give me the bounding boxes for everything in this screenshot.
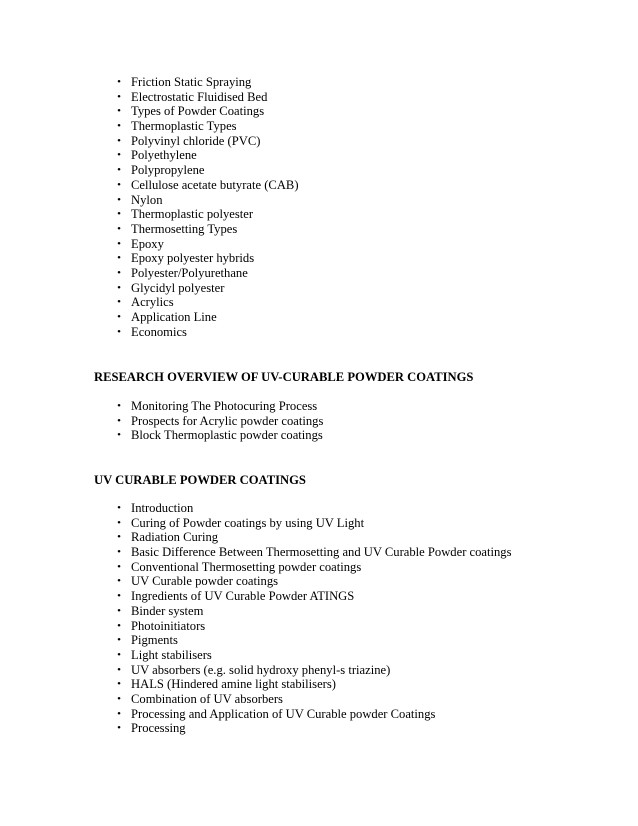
list-item-text: Application Line — [131, 310, 217, 324]
bullet-icon: • — [117, 120, 121, 133]
bullet-icon: • — [117, 311, 121, 323]
list-item-text: Monitoring The Photocuring Process — [131, 399, 318, 413]
bullet-icon: • — [117, 164, 121, 177]
bullet-icon: • — [117, 178, 121, 191]
list-item-text: Block Thermoplastic powder coatings — [131, 428, 323, 443]
list-item-text: Light stabilisers — [131, 647, 212, 662]
bullet-icon: • — [117, 678, 121, 691]
list-item-text: UV absorbers (e.g. solid hydroxy phenyl-s triazine) — [131, 662, 391, 677]
bullet-icon: • — [117, 105, 121, 118]
list-item-text: Thermoplastic Types — [131, 119, 237, 134]
list-item-text: Nylon — [131, 192, 163, 207]
bullet-icon: • — [117, 76, 121, 88]
bullet-icon: • — [117, 252, 121, 265]
bullet-icon: • — [117, 502, 121, 514]
bullet-icon: • — [117, 604, 121, 617]
list-item-text: Acrylics — [131, 295, 174, 310]
bullet-icon: • — [117, 531, 121, 544]
bullet-icon: • — [117, 575, 121, 588]
list-item-text: Prospects for Acrylic powder coatings — [131, 413, 324, 428]
list-item-text: Friction Static Spraying — [131, 75, 252, 89]
list-item-text: Epoxy polyester hybrids — [131, 251, 255, 266]
bullet-icon: • — [117, 648, 121, 661]
list-item-text: Combination of UV absorbers — [131, 691, 283, 706]
list-item-text: Pigments — [131, 633, 178, 648]
list-item-text: Cellulose acetate butyrate (CAB) — [131, 177, 299, 192]
list-item-text: HALS (Hindered amine light stabilisers) — [131, 677, 336, 692]
bullet-icon: • — [117, 134, 121, 147]
bullet-icon: • — [117, 707, 121, 720]
list-item-text: Ingredients of UV Curable Powder ATINGS — [131, 589, 355, 604]
list-item-text: Basic Difference Between Thermosetting and UV Curable Powder coatings — [131, 545, 512, 560]
list-item-text: Glycidyl polyester — [131, 280, 225, 295]
list-item-text: Polyvinyl chloride (PVC) — [131, 133, 261, 148]
list-item-text: Radiation Curing — [131, 530, 219, 545]
bullet-icon: • — [117, 692, 121, 705]
list-item-text: Polyethylene — [131, 148, 197, 163]
bullet-icon: • — [117, 208, 121, 221]
list-item-text: Processing — [131, 721, 186, 736]
list-item-text: Economics — [131, 324, 187, 339]
bullet-icon: • — [117, 414, 121, 427]
bullet-icon: • — [117, 237, 121, 250]
list-item-text: UV Curable powder coatings — [131, 574, 279, 589]
list-item-text: Binder system — [131, 603, 204, 618]
bullet-icon: • — [117, 281, 121, 294]
research-overview-heading: RESEARCH OVERVIEW OF UV-CURABLE POWDER COATINGS — [94, 370, 474, 384]
bullet-icon: • — [117, 90, 121, 103]
list-item-text: Electrostatic Fluidised Bed — [131, 89, 268, 104]
list-item-text: Processing and Application of UV Curable powder Coatings — [131, 706, 436, 721]
bullet-icon: • — [117, 634, 121, 647]
list-item-text: Epoxy — [131, 236, 164, 251]
bullet-icon: • — [117, 193, 121, 206]
list-item-text: Types of Powder Coatings — [131, 104, 265, 119]
bullet-icon: • — [117, 222, 121, 235]
list-item-text: Curing of Powder coatings by using UV Light — [131, 515, 365, 530]
list-item-text: Photoinitiators — [131, 618, 206, 633]
list-item-text: Conventional Thermosetting powder coatings — [131, 559, 362, 574]
bullet-icon: • — [117, 590, 121, 603]
list-item-text: Polypropylene — [131, 163, 205, 178]
bullet-icon: • — [117, 619, 121, 632]
bullet-icon: • — [117, 266, 121, 279]
bullet-icon: • — [117, 429, 121, 442]
list-item-text: Polyester/Polyurethane — [131, 265, 248, 280]
list-item-text: Thermoplastic polyester — [131, 207, 254, 222]
bullet-icon: • — [117, 516, 121, 529]
bullet-icon: • — [117, 149, 121, 162]
bullet-icon: • — [117, 400, 121, 412]
uv-curable-heading: UV CURABLE POWDER COATINGS — [94, 473, 306, 487]
bullet-icon: • — [117, 546, 121, 559]
bullet-icon: • — [117, 296, 121, 309]
bullet-icon: • — [117, 325, 121, 338]
list-item-text: Introduction — [131, 501, 194, 515]
bullet-icon: • — [117, 722, 121, 735]
list-item-text: Thermosetting Types — [131, 221, 238, 236]
bullet-icon: • — [117, 663, 121, 676]
bullet-icon: • — [117, 560, 121, 573]
